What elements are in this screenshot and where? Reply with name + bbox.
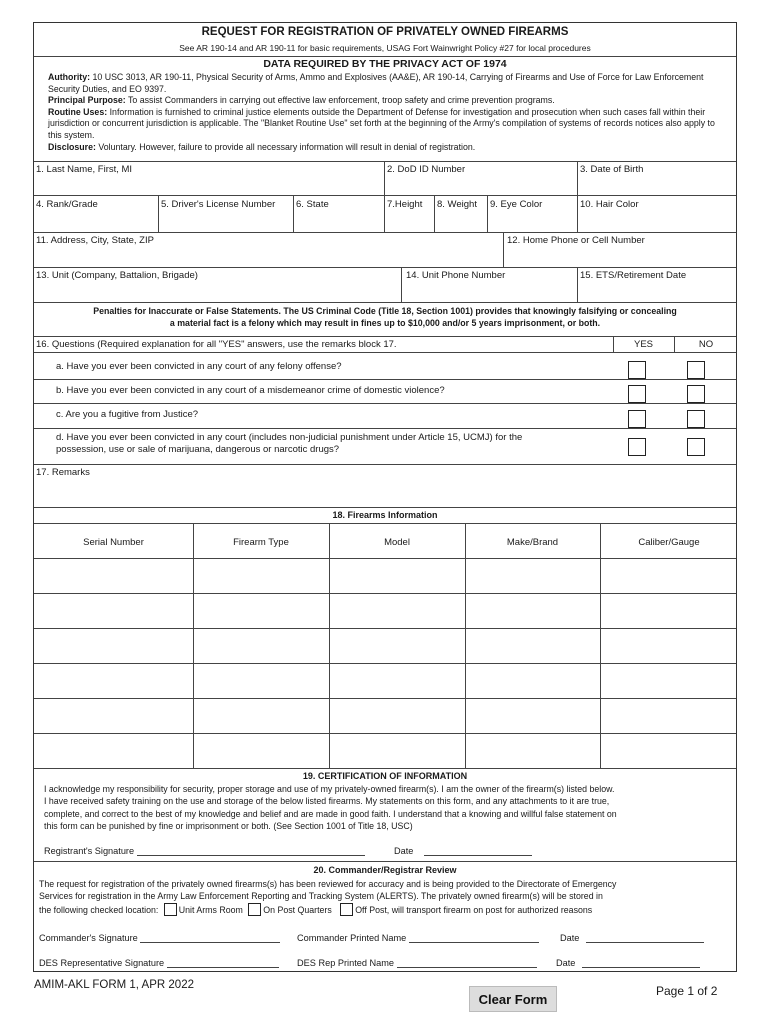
dod-id-field[interactable]: 2. DoD ID Number [387,164,466,175]
privacy-statement [48,72,726,153]
privacy-heading: DATA REQUIRED BY THE PRIVACY ACT OF 1974 [263,58,507,70]
certification-line-1: I acknowledge my responsibility for security, proper storage and use of my privately-owned firearm(s). I am the owner of the firearm(s) listed below. [44,784,615,794]
des-signature[interactable] [39,958,279,968]
certification-text [44,783,734,832]
question-c-yes-checkbox[interactable] [628,410,646,428]
commander-signature[interactable] [39,933,280,943]
off-post-checkbox[interactable] [340,903,353,916]
dob-field[interactable]: 3. Date of Birth [580,164,644,175]
last-name-field[interactable]: 1. Last Name, First, MI [36,164,133,175]
state-field[interactable]: 6. State [296,199,329,210]
commander-date[interactable] [560,933,704,943]
des-name-label: DES Rep Printed Name [297,958,395,968]
routine-label: Routine Uses: [48,106,108,117]
routine-text: Information is furnished to criminal justice elements outside the Department of Defense for investigation and prosecution when such cases fall within their jurisdiction or concurrent jurisdiction is applicable. The "Blanket Routine Use" set forth at the beginning of the Army's compilation of systems of records notices also apply to this system. [48,106,715,140]
off-post-label: Off Post, will transport firearm on post for authorized reasons [355,904,593,915]
question-a: a. Have you ever been convicted in any court of any felony offense? [56,361,342,372]
question-b: b. Have you ever been convicted in any court of a misdemeanor crime of domestic violence? [56,385,445,396]
des-signature-label: DES Representative Signature [39,958,165,968]
des-name[interactable] [297,958,537,968]
registrant-date-label: Date [394,846,414,856]
phone-field[interactable]: 12. Home Phone or Cell Number [507,235,645,246]
col-model: Model [384,537,410,548]
unit-arms-room-checkbox[interactable] [164,903,177,916]
weight-field[interactable]: 8. Weight [437,199,477,210]
authority-label: Authority: [48,72,91,82]
rank-field[interactable]: 4. Rank/Grade [36,199,98,210]
col-caliber-gauge: Caliber/Gauge [638,537,700,548]
question-a-no-checkbox[interactable] [687,361,705,379]
question-d-line-2: possession, use or sale of marijuana, dangerous or narcotic drugs? [56,444,340,455]
certification-line-4: this form can be punished by fine or imprisonment or both. (See Section 1001 of Title 18, USC) [44,820,413,831]
ets-field[interactable]: 15. ETS/Retirement Date [580,270,687,281]
certification-heading: 19. CERTIFICATION OF INFORMATION [302,771,468,781]
height-field[interactable]: 7.Height [387,199,423,210]
question-c: c. Are you a fugitive from Justice? [56,409,199,420]
license-field[interactable]: 5. Driver's License Number [161,199,276,210]
remarks-field[interactable]: 17. Remarks [36,467,90,478]
certification-line-3: complete, and correct to the best of my knowledge and belief and are made in good faith. I understand that a knowing and willful false statement on [44,808,617,819]
unit-arms-room-label: Unit Arms Room [178,904,243,915]
purpose-label: Principal Purpose: [48,95,126,106]
on-post-quarters-checkbox[interactable] [248,903,261,916]
on-post-quarters-label: On Post Quarters [263,904,332,915]
commander-signature-label: Commander's Signature [39,933,138,943]
no-header: NO [698,339,714,350]
commander-name-label: Commander Printed Name [297,933,407,943]
question-c-no-checkbox[interactable] [687,410,705,428]
col-serial-number: Serial Number [83,537,144,548]
question-a-yes-checkbox[interactable] [628,361,646,379]
form-title: REQUEST FOR REGISTRATION OF PRIVATELY OWNED FIREARMS [201,26,569,38]
question-d-yes-checkbox[interactable] [628,438,646,456]
review-heading: 20. Commander/Registrar Review [313,865,457,875]
registrant-signature-label: Registrant's Signature [44,846,135,856]
review-line-3: the following checked location: [39,904,159,915]
disclosure-text: Voluntary. However, failure to provide all necessary information will result in denial of registration. [98,141,476,152]
question-d-no-checkbox[interactable] [687,438,705,456]
address-field[interactable]: 11. Address, City, State, ZIP [36,235,154,246]
unit-field[interactable]: 13. Unit (Company, Battalion, Brigade) [36,270,198,281]
commander-name[interactable] [297,933,539,943]
des-date[interactable] [556,958,700,968]
registrant-date[interactable] [394,846,532,856]
certification-line-2: I have received safety training on the use and storage of the below listed firearms. My statements on this form, and any attachments to it are true, [44,796,610,807]
page-number: Page 1 of 2 [656,984,718,998]
penalties-line-1: Penalties for Inaccurate or False Statements. The US Criminal Code (Title 18, Section 1001) provides that knowingly falsifying or concealing [93,306,677,316]
des-date-label: Date [556,958,576,968]
storage-options [39,903,735,916]
review-text [39,878,735,916]
form-subtitle: See AR 190-14 and AR 190-11 for basic requirements, USAG Fort Wainwright Policy #27 for local procedures [179,43,591,53]
question-b-yes-checkbox[interactable] [628,385,646,403]
unit-phone-field[interactable]: 14. Unit Phone Number [406,270,506,281]
registrant-signature[interactable] [44,846,365,856]
firearms-heading: 18. Firearms Information [332,510,438,520]
clear-form-button[interactable]: Clear Form [469,986,557,1012]
questions-header: 16. Questions (Required explanation for all "YES" answers, use the remarks block 17. [36,339,397,350]
registration-form [33,22,737,972]
question-d-line-1: d. Have you ever been convicted in any court (includes non-judicial punishment under Article 15, UCMJ) for the [56,432,523,443]
review-line-1: The request for registration of the privately owned firearms(s) has been reviewed for accuracy and is being provided to the Directorate of Emergency [39,879,617,889]
disclosure-label: Disclosure: [48,141,96,152]
hair-color-field[interactable]: 10. Hair Color [580,199,639,210]
purpose-text: To assist Commanders in carrying out effective law enforcement, troop safety and crime prevention programs. [128,95,555,106]
form-id: AMIM-AKL FORM 1, APR 2022 [34,979,194,991]
review-line-2: Services for registration in the Army Law Enforcement Reporting and Tracking System (ALERTS). The privately owned firearm(s) will be stored in [39,891,603,902]
authority-text: 10 USC 3013, AR 190-11, Physical Security of Arms, Ammo and Explosives (AA&E), AR 190-14, Carrying of Firearms and Use of Force for Law Enforcement Security Duties, and EO 9397. [48,72,704,94]
eye-color-field[interactable]: 9. Eye Color [490,199,543,210]
yes-header: YES [633,339,653,350]
col-make-brand: Make/Brand [506,537,559,548]
penalties-line-2: a material fact is a felony which may result in fines up to $10,000 and/or 5 years imprisonment, or both. [169,318,601,328]
commander-date-label: Date [560,933,580,943]
col-firearm-type: Firearm Type [233,537,289,548]
question-b-no-checkbox[interactable] [687,385,705,403]
